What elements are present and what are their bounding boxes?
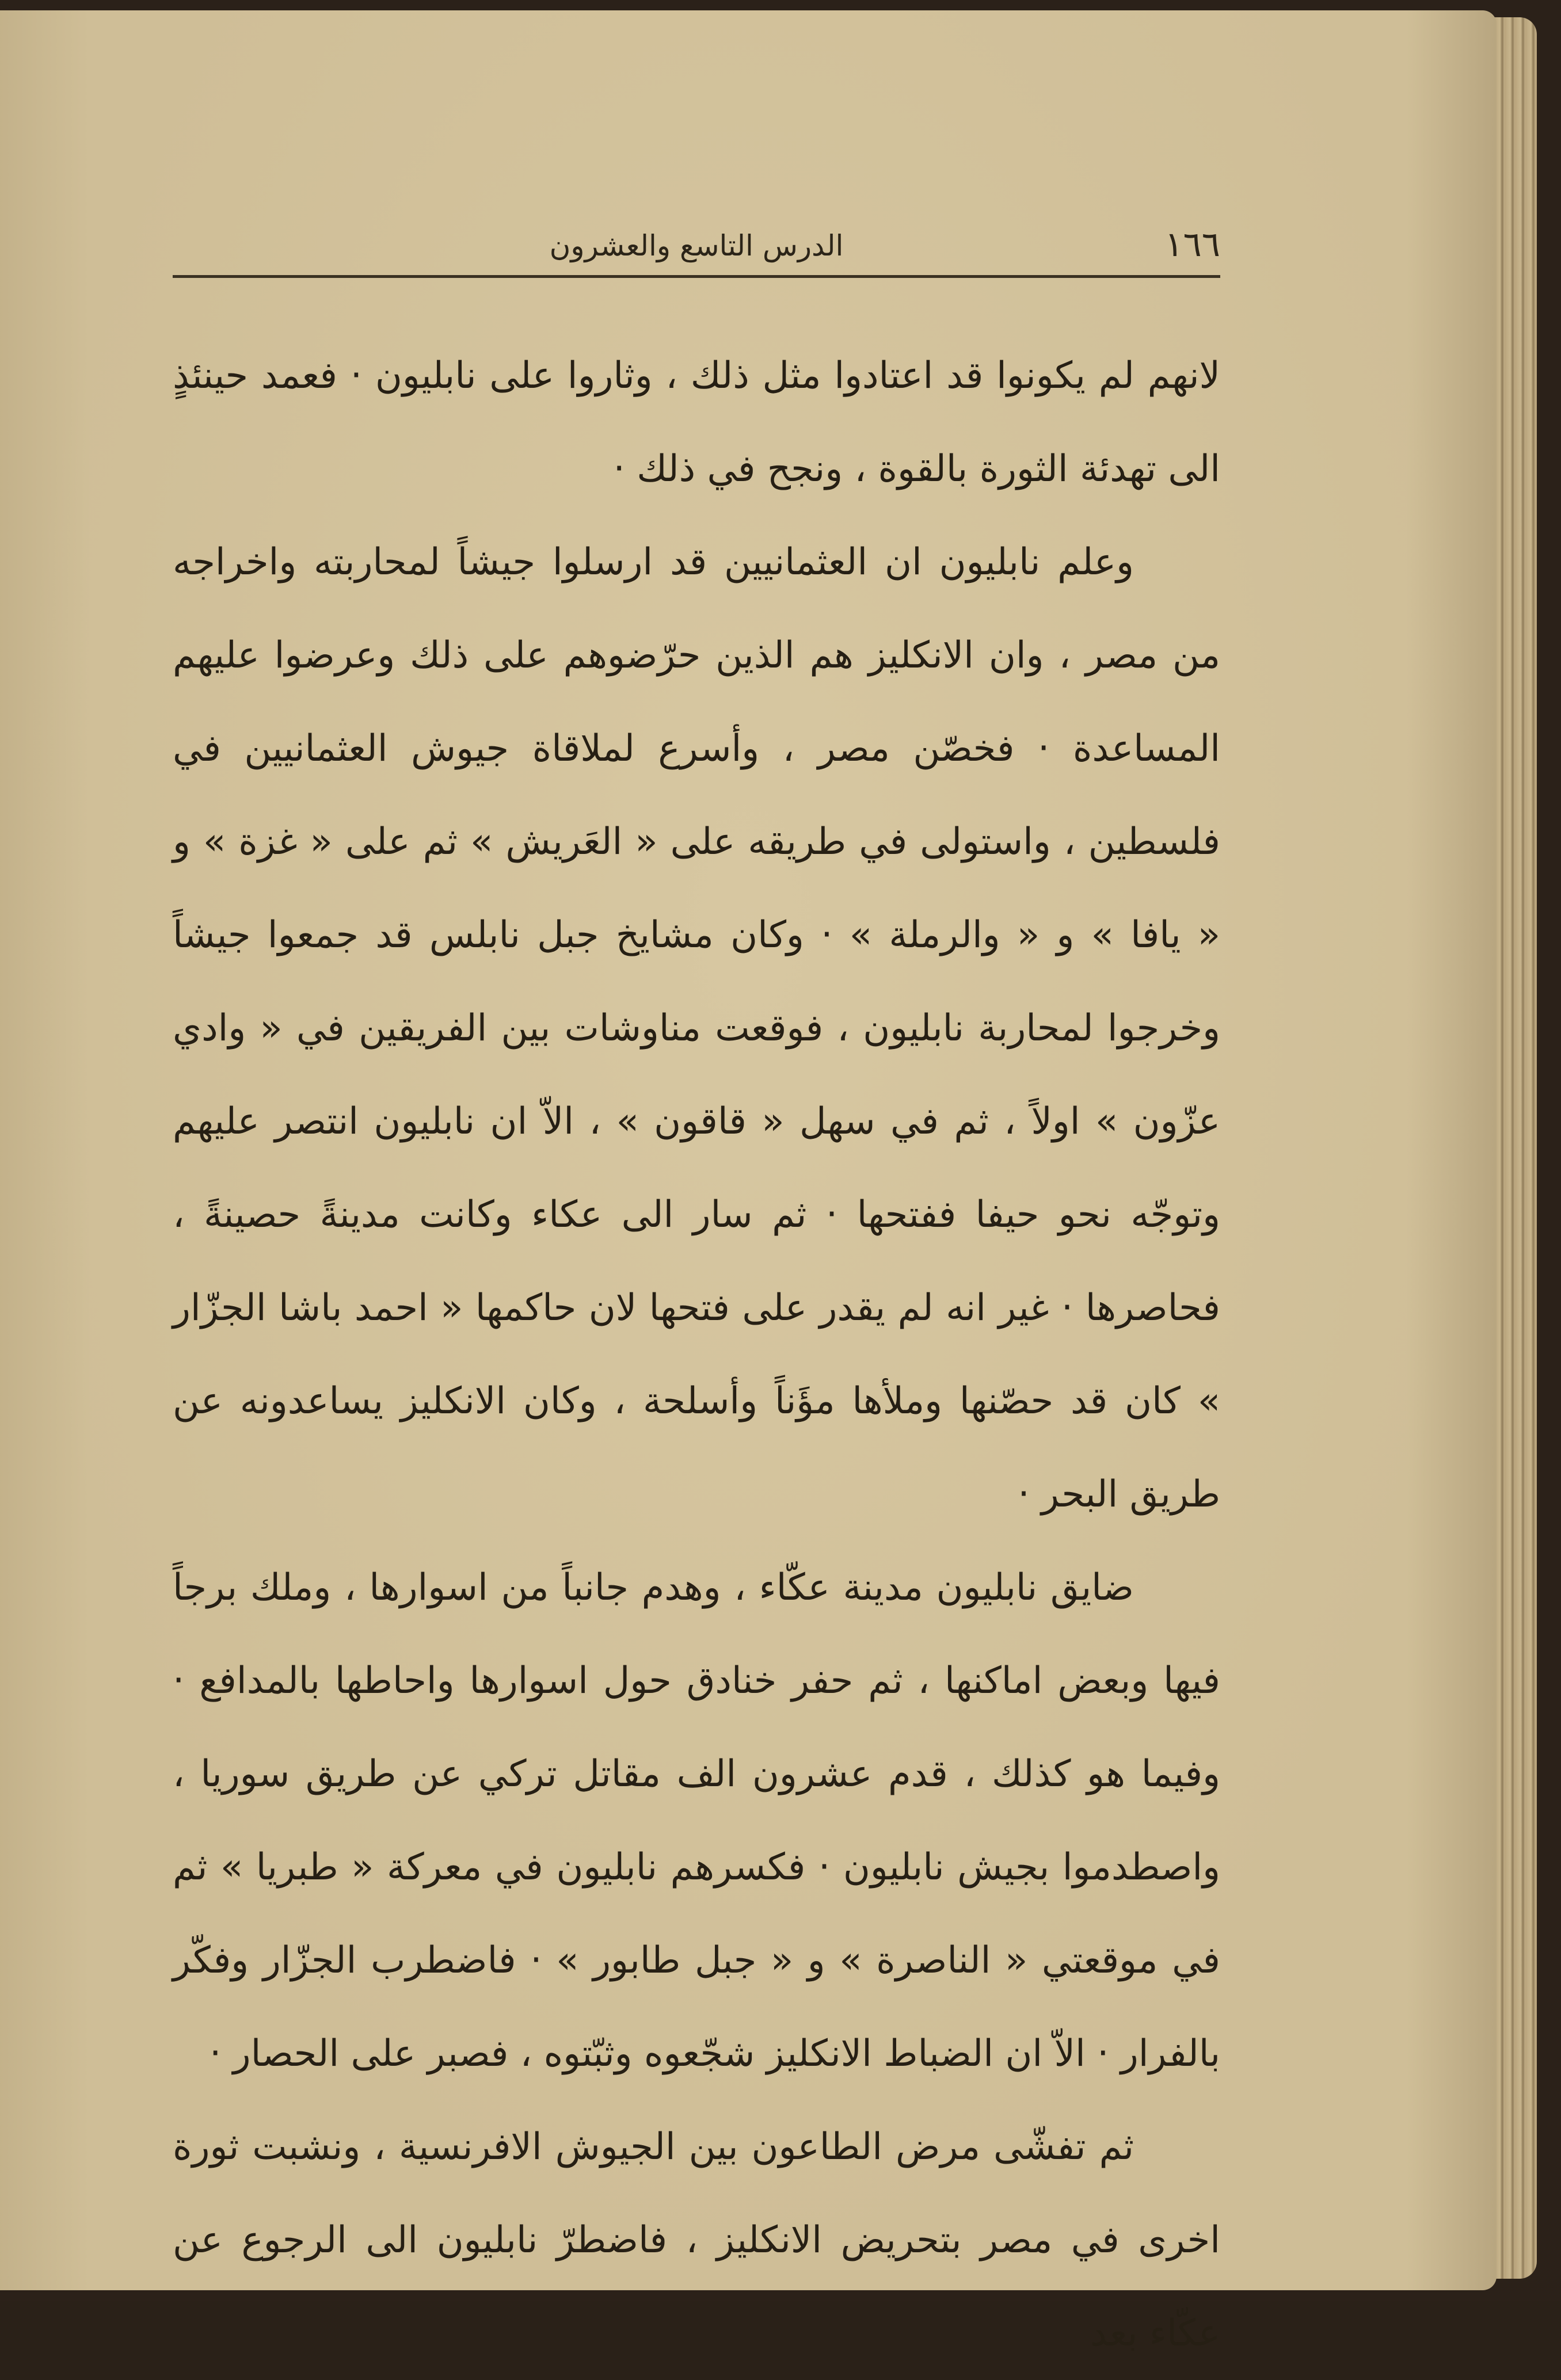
page-number: ١٦٦ [1164, 224, 1220, 265]
header-rule [173, 275, 1220, 278]
page-header [173, 224, 1220, 282]
running-title: الدرس التاسع والعشرون [549, 229, 844, 262]
paragraph-3: ضايق نابليون مدينة عكّاء ، وهدم جانباً من اسوارها ، وملك برجاً فيها وبعض اماكنها ، ثم حفر خنادق حول اسوارها واحاطها بالمدافع · وفيما هو كذلك ، قدم عشرون الف مقاتل تركي عن طريق سوريا ، واصطدموا بجيش نابليون · فكسرهم نابليون في معركة « طبريا » ثم في موقعتي « الناصرة » و « جبل طابور » · فاضطرب الجزّار وفكّر بالفرار · الاّ ان الضباط الانكليز شجّعوه وثبّتوه ، فصبر على الحصار · [173, 1566, 1220, 2075]
paragraph-1: لانهم لم يكونوا قد اعتادوا مثل ذلك ، وثاروا على نابليون · فعمد حينئذٍ الى تهدئة الثورة بالقوة ، ونجح في ذلك · [173, 354, 1220, 490]
paragraph-2: وعلم نابليون ان العثمانيين قد ارسلوا جيشاً لمحاربته واخراجه من مصر ، وان الانكليز هم الذين حرّضوهم على ذلك وعرضوا عليهم المساعدة · فخصّن مصر ، وأسرع لملاقاة جيوش العثمانيين في فلسطين ، واستولى في طريقه على « العَريش » ثم على « غزة » و « يافا » و « والرملة » · وكان مشايخ جبل نابلس قد جمعوا جيشاً وخرجوا لمحاربة نابليون ، فوقعت مناوشات بين الفريقين في « وادي عزّون » اولاً ، ثم في سهل « قاقون » ، الاّ ان نابليون انتصر عليهم وتوجّه نحو حيفا ففتحها · ثم سار الى عكاء وكانت مدينةً حصينةً ، فحاصرها · غير انه لم يقدر على فتحها لان حاكمها « احمد باشا الجزّار » كان قد حصّنها وملأها مؤَناً وأسلحة ، وكان الانكليز يساعدونه عن طريق البحر · [173, 541, 1220, 1516]
paragraph-4: ثم تفشّى مرض الطاعون بين الجيوش الافرنسية ، ونشبت ثورة اخرى في مصر بتحريض الانكليز ، فاضطرّ نابليون الى الرجوع عن عكّاء بعد [173, 2126, 1220, 2355]
body-text [173, 329, 1220, 2380]
